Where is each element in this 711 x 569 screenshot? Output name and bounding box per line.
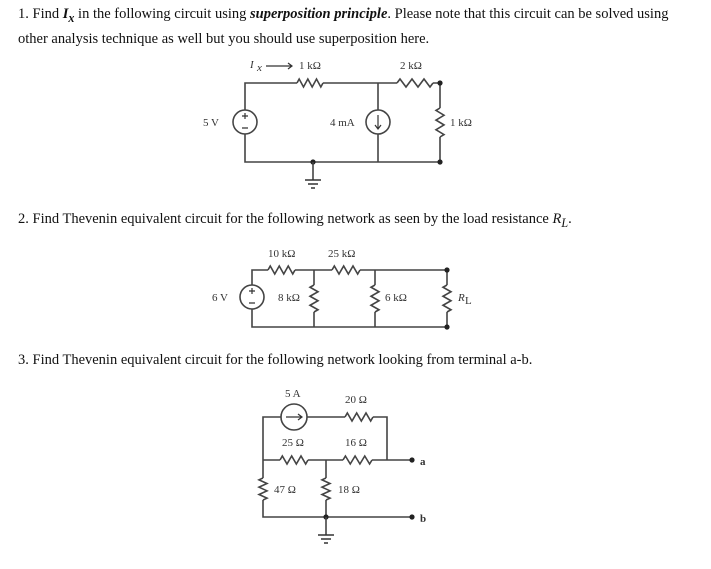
resistor-icon: [297, 79, 323, 87]
resistor-icon: [280, 456, 308, 464]
wire: [252, 309, 447, 327]
resistor-label: 25 Ω: [282, 437, 304, 449]
node-dot: [409, 514, 414, 519]
variable: R: [552, 211, 562, 227]
polarity-icon: [242, 113, 248, 128]
question-text: .: [568, 211, 572, 227]
circuit-2-labels: [212, 248, 472, 307]
resistor-icon: [397, 79, 433, 87]
terminal-b-label: b: [420, 513, 427, 525]
resistor-icon: [345, 413, 373, 421]
question-text: Find Thevenin equivalent circuit for the following network looking from terminal a-b.: [32, 352, 533, 368]
voltage-source-label: 6 V: [212, 292, 228, 304]
question-text: in the following circuit using: [74, 6, 251, 22]
current-source-label: 5 A: [285, 388, 301, 400]
wire: [433, 83, 440, 108]
resistor-label: 1 kΩ: [450, 117, 472, 129]
resistor-icon: [332, 266, 360, 274]
resistor-label: 47 Ω: [274, 484, 296, 496]
resistor-icon: [322, 478, 330, 500]
circuit-1-labels: [203, 59, 472, 129]
arrow-down-icon: [375, 115, 381, 129]
node-dot: [444, 324, 449, 329]
load-label: R: [458, 292, 465, 304]
voltage-source-label: 5 V: [203, 117, 219, 129]
node-dot: [409, 457, 414, 462]
load-subscript: L: [465, 295, 472, 307]
node-dot: [437, 159, 442, 164]
wire: [252, 270, 268, 285]
circuit-3-labels: [274, 388, 426, 525]
resistor-icon: [436, 108, 444, 137]
resistor-icon: [268, 266, 295, 274]
resistor-label: 2 kΩ: [400, 60, 422, 72]
resistor-label: 10 kΩ: [268, 248, 296, 260]
question-text: Find Thevenin equivalent circuit for the following network as seen by the load resistance: [32, 211, 553, 227]
resistor-icon: [443, 285, 451, 312]
resistor-label: 20 Ω: [345, 394, 367, 406]
question-number: 2.: [18, 211, 29, 227]
resistor-icon: [343, 456, 372, 464]
arrow-right-icon: [266, 63, 292, 69]
ground-icon: [305, 180, 321, 188]
emphasis: superposition principle: [250, 6, 388, 22]
resistor-label: 6 kΩ: [385, 292, 407, 304]
terminal-a-label: a: [420, 456, 426, 468]
ground-icon: [318, 535, 334, 543]
resistor-label: 25 kΩ: [328, 248, 356, 260]
wire: [373, 417, 387, 460]
variable-subscript: x: [68, 10, 75, 25]
resistor-label: 8 kΩ: [278, 292, 300, 304]
variable-subscript: L: [561, 215, 569, 230]
resistor-icon: [259, 478, 267, 500]
resistor-icon: [371, 285, 379, 312]
question-number: 1.: [18, 6, 29, 22]
wire: [245, 83, 297, 110]
wire: [263, 417, 281, 478]
resistor-label: 16 Ω: [345, 437, 367, 449]
resistor-label: 18 Ω: [338, 484, 360, 496]
current-subscript: x: [257, 62, 262, 74]
wire: [263, 500, 412, 517]
current-label: I: [250, 59, 254, 71]
wire: [245, 134, 440, 162]
question-number: 3.: [18, 352, 29, 368]
polarity-icon: [249, 288, 255, 303]
variable: I: [62, 6, 69, 22]
node-dot: [444, 267, 449, 272]
question-text: Find: [32, 6, 63, 22]
node-dot: [437, 80, 442, 85]
current-source-label: 4 mA: [330, 117, 355, 129]
resistor-label: 1 kΩ: [299, 60, 321, 72]
resistor-icon: [310, 285, 318, 312]
arrow-right-icon: [286, 414, 302, 420]
question-text: . Please note that this circuit can be solved using other analysis technique as well but you should use superposition here.: [18, 6, 669, 47]
